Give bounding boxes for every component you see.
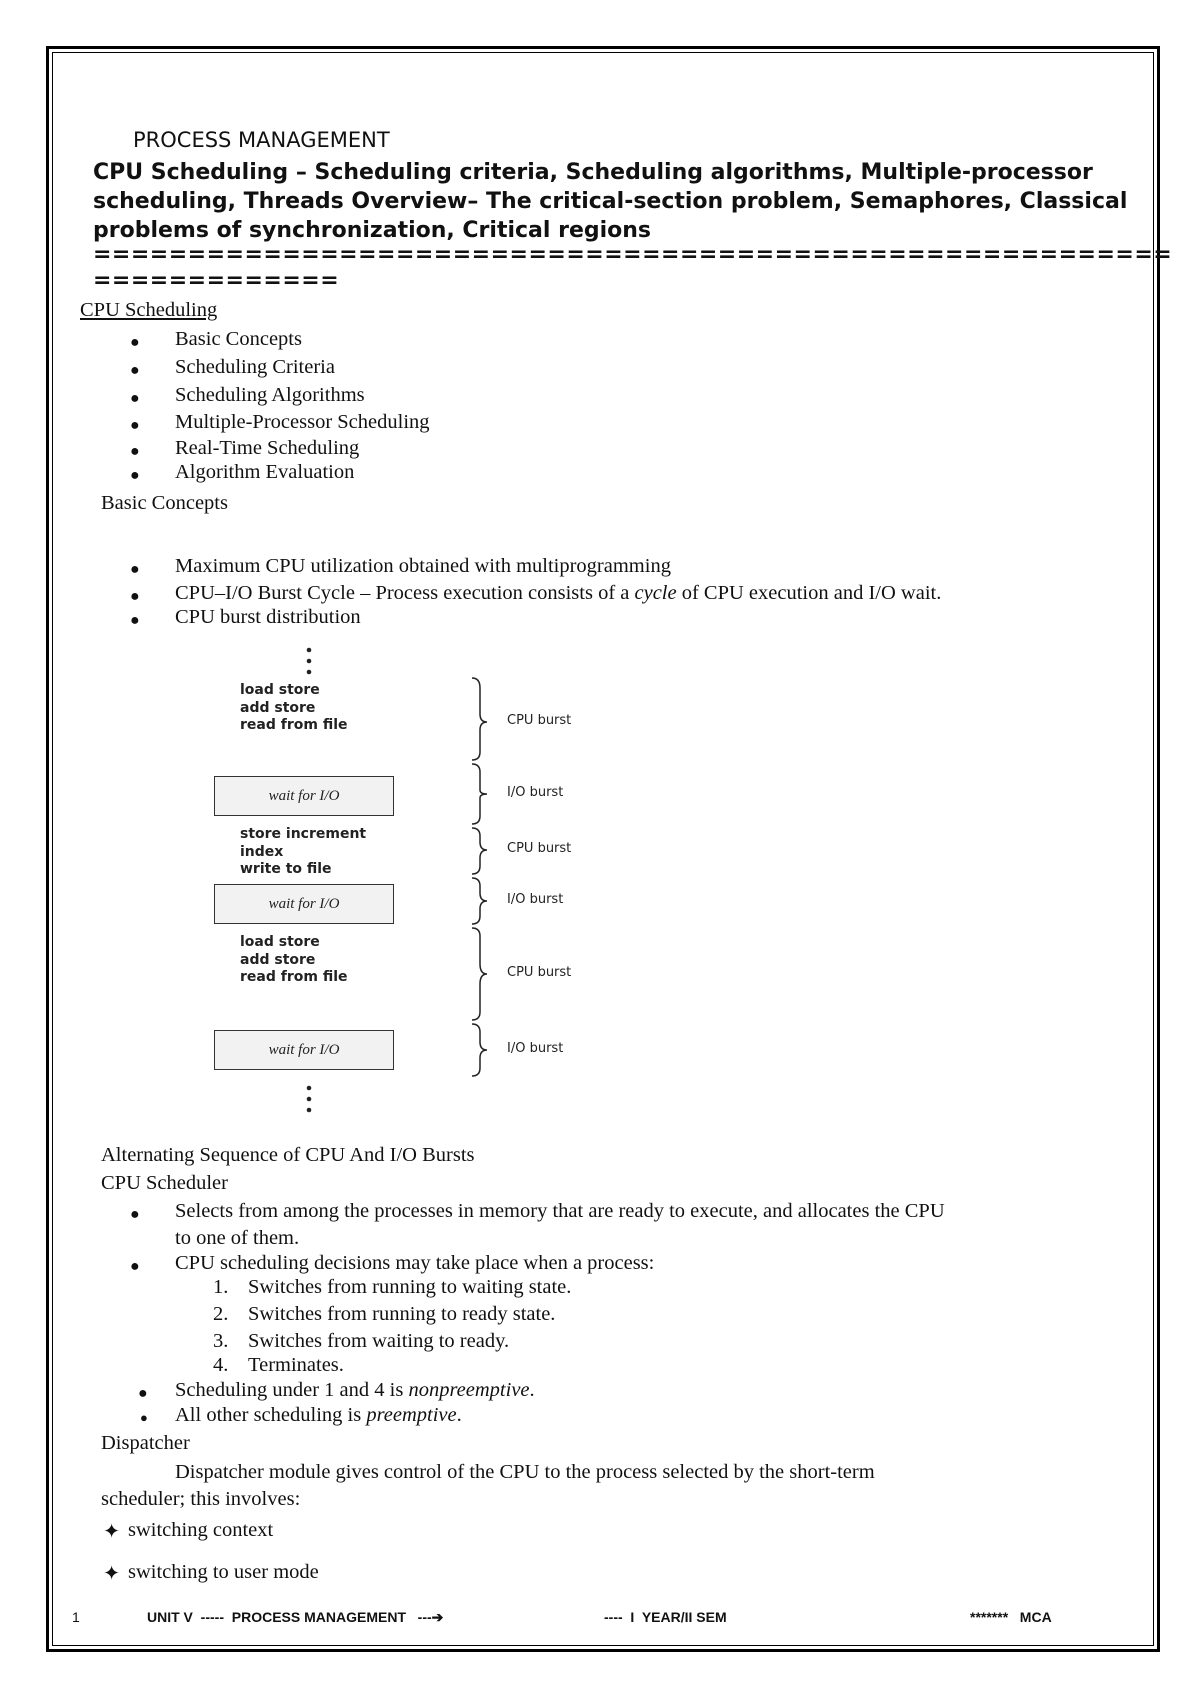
cpu-burst-label: CPU burst	[507, 713, 572, 728]
topics-summary: CPU Scheduling – Scheduling criteria, Scheduling algorithms, Multiple-processor scheduling, Threads Overview– The critical-section problem, Semaphores, Classical problems of synchronization, Critical regions	[93, 160, 1128, 243]
dispatcher-paragraph: Dispatcher module gives control of the CPU to the process selected by the short-term	[175, 1461, 875, 1483]
footer-year: ---- I YEAR/II SEM	[604, 1609, 727, 1625]
list-item: Algorithm Evaluation	[175, 461, 355, 483]
instruction-block: store increment index write to file	[240, 826, 367, 877]
io-burst-label: I/O burst	[507, 785, 564, 800]
list-item: All other scheduling is preemptive.	[175, 1404, 462, 1426]
sub-item-number: 3.	[213, 1330, 229, 1352]
list-item: Scheduling under 1 and 4 is nonpreemptive.	[175, 1379, 535, 1401]
sub-item: Terminates.	[248, 1354, 344, 1376]
bullet-icon: ●	[130, 390, 140, 407]
list-item: Selects from among the processes in memory that are ready to execute, and allocates the CPU	[175, 1200, 945, 1222]
sub-item-number: 1.	[213, 1276, 229, 1298]
bullet-icon: ●	[140, 1410, 148, 1425]
bullet-icon: ●	[130, 362, 140, 379]
io-burst-label: I/O burst	[507, 892, 564, 907]
sub-item: Switches from waiting to ready.	[248, 1330, 510, 1352]
bullet-icon: ●	[130, 561, 140, 578]
instruction-block: load store add store read from file	[240, 934, 348, 985]
ellipsis-dot	[307, 659, 312, 664]
instruction-block: load store add store read from file	[240, 682, 348, 733]
bullet-icon: ●	[130, 1206, 140, 1223]
wait-for-io-box: wait for I/O	[214, 1030, 394, 1070]
cpu-burst-brace	[472, 678, 487, 760]
io-burst-label: I/O burst	[507, 1041, 564, 1056]
footer-course: ******* MCA	[970, 1609, 1052, 1625]
list-item: Multiple-Processor Scheduling	[175, 411, 430, 433]
cpu-burst-brace	[472, 828, 487, 874]
list-item: Scheduling Algorithms	[175, 384, 365, 406]
star-bullet-icon: ✦	[103, 1521, 121, 1543]
section-title-cpu-scheduling: CPU Scheduling	[80, 299, 218, 321]
io-burst-brace	[472, 1024, 487, 1076]
bullet-icon: ●	[130, 443, 140, 460]
sub-item-number: 4.	[213, 1354, 229, 1376]
section-title-basic-concepts: Basic Concepts	[101, 492, 228, 514]
wait-for-io-box: wait for I/O	[214, 884, 394, 924]
list-item: Real-Time Scheduling	[175, 437, 360, 459]
list-item: Maximum CPU utilization obtained with multiprogramming	[175, 555, 671, 577]
bullet-icon: ●	[130, 467, 140, 484]
cpu-burst-brace	[472, 928, 487, 1020]
list-item: CPU scheduling decisions may take place when a process:	[175, 1252, 655, 1274]
ellipsis-dot	[307, 1108, 312, 1113]
bullet-icon: ●	[130, 1258, 140, 1275]
sub-item: Switches from running to waiting state.	[248, 1276, 572, 1298]
cpu-burst-label: CPU burst	[507, 965, 572, 980]
separator-line-2: =============	[93, 268, 340, 293]
ellipsis-dot	[307, 670, 312, 675]
bullet-icon: ●	[130, 334, 140, 351]
diagram-caption: Alternating Sequence of CPU And I/O Bursts	[101, 1144, 475, 1166]
io-burst-brace	[472, 764, 487, 824]
list-item: CPU–I/O Burst Cycle – Process execution consists of a cycle of CPU execution and I/O wait.	[175, 582, 942, 604]
section-title-cpu-scheduler: CPU Scheduler	[101, 1172, 228, 1194]
star-bullet-icon: ✦	[103, 1563, 121, 1585]
page-number: 1	[72, 1609, 80, 1625]
ellipsis-dot	[307, 648, 312, 653]
list-item: switching to user mode	[128, 1561, 319, 1583]
list-item: Basic Concepts	[175, 328, 302, 350]
bullet-icon: ●	[130, 612, 140, 629]
sub-item-number: 2.	[213, 1303, 229, 1325]
dispatcher-paragraph-continuation: scheduler; this involves:	[101, 1488, 301, 1510]
sub-item: Switches from running to ready state.	[248, 1303, 556, 1325]
wait-for-io-box: wait for I/O	[214, 776, 394, 816]
page-title: PROCESS MANAGEMENT	[133, 128, 390, 152]
footer-unit: UNIT V ----- PROCESS MANAGEMENT ---➔	[147, 1609, 444, 1625]
bullet-icon: ●	[138, 1385, 148, 1402]
bullet-icon: ●	[130, 588, 140, 605]
list-item-continuation: to one of them.	[175, 1227, 300, 1249]
list-item: Scheduling Criteria	[175, 356, 335, 378]
bullet-icon: ●	[130, 417, 140, 434]
cpu-burst-label: CPU burst	[507, 841, 572, 856]
ellipsis-dot	[307, 1097, 312, 1102]
ellipsis-dot	[307, 1086, 312, 1091]
list-item: CPU burst distribution	[175, 606, 361, 628]
section-title-dispatcher: Dispatcher	[101, 1432, 190, 1454]
io-burst-brace	[472, 878, 487, 924]
list-item: switching context	[128, 1519, 274, 1541]
separator-line-1: =========================================================	[93, 242, 1173, 267]
